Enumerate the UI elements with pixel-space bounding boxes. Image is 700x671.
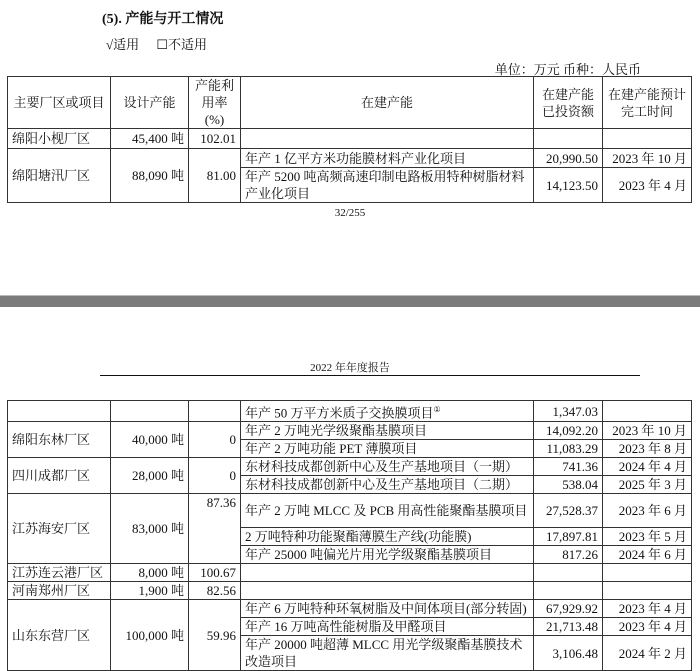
header-invested: 在建产能已投资额 (534, 77, 603, 129)
project-cell (241, 528, 534, 546)
completion-cell (603, 618, 692, 636)
project-cell (241, 458, 534, 476)
table-row (8, 494, 692, 528)
completion-text: 2023 年 6 月 (618, 503, 687, 519)
capacity-cell (111, 401, 189, 422)
table-row (8, 600, 692, 618)
completion-cell (603, 528, 692, 546)
project-text: 东材科技成都创新中心及生产基地项目（一期） (245, 459, 519, 475)
invested-cell (534, 458, 603, 476)
completion-text: 2023 年 4 月 (618, 601, 687, 617)
completion-cell (603, 582, 692, 600)
project-text: 年产 16 万吨高性能树脂及甲醛项目 (245, 619, 447, 635)
project-text: 东材科技成都创新中心及生产基地项目（二期） (245, 477, 519, 493)
invested-cell: 20,990.50 (534, 149, 603, 168)
project-cell (241, 440, 534, 458)
invested-cell (534, 564, 603, 582)
invested-text: 741.36 (562, 459, 598, 475)
project-cell (241, 582, 534, 600)
invested-text: 11,083.29 (546, 441, 598, 457)
project-cell (241, 476, 534, 494)
completion-cell (603, 494, 692, 528)
site-cell: 山东东营厂区 (8, 600, 111, 671)
site-cell: 江苏海安厂区 (8, 494, 111, 564)
report-header: 2022 年年度报告 (310, 362, 390, 374)
project-text: 年产 20000 吨超薄 MLCC 用光学级聚酯基膜技术改造项目 (245, 637, 523, 670)
project-cell (241, 600, 534, 618)
invested-cell (534, 476, 603, 494)
invested-cell (534, 528, 603, 546)
completion-cell (603, 458, 692, 476)
completion-cell (603, 440, 692, 458)
capacity-cell: 40,000 吨 (111, 422, 189, 458)
applicable-checked: √适用 (106, 37, 140, 52)
page-separator (0, 295, 700, 307)
not-applicable-checkbox: ☐不适用 (156, 37, 208, 52)
project-cell (241, 422, 534, 440)
capacity-cell: 1,900 吨 (111, 582, 189, 600)
site-cell: 江苏连云港厂区 (8, 564, 111, 582)
completion-cell (603, 636, 692, 671)
completion-text: 2023 年 5 月 (618, 529, 687, 545)
header-rule (100, 375, 640, 376)
project-text: 年产 50 万平方米质子交换膜项目 (245, 405, 434, 421)
project-cell (241, 401, 534, 422)
invested-cell (534, 440, 603, 458)
table-header-row (8, 77, 692, 129)
table-row (8, 129, 692, 149)
table-row (8, 564, 692, 582)
utilization-cell: 0 (189, 422, 241, 458)
invested-cell (534, 494, 603, 528)
invested-text: 1,347.03 (552, 403, 598, 419)
completion-text: 2023 年 10 月 (612, 423, 687, 439)
invested-cell (534, 582, 603, 600)
table-row (8, 582, 692, 600)
site-cell: 河南郑州厂区 (8, 582, 111, 600)
capacity-cell: 45,400 吨 (111, 129, 189, 149)
project-cell (241, 494, 534, 528)
header-capacity: 设计产能 (111, 77, 189, 129)
invested-text: 14,092.20 (546, 423, 598, 439)
completion-text: 2023 年 4 月 (618, 619, 687, 635)
site-cell (8, 401, 111, 422)
capacity-cell: 8,000 吨 (111, 564, 189, 582)
invested-text: 817.26 (562, 547, 598, 563)
project-text: 年产 2 万吨功能 PET 薄膜项目 (245, 441, 418, 457)
utilization-cell: 0 (189, 458, 241, 494)
invested-text: 3,106.48 (552, 645, 598, 661)
completion-text: 2023 年 8 月 (618, 441, 687, 457)
invested-text: 17,897.81 (546, 529, 598, 545)
project-cell (241, 546, 534, 564)
completion-cell (603, 476, 692, 494)
utilization-cell: 87.36 (189, 494, 241, 564)
completion-text: 2024 年 6 月 (618, 547, 687, 563)
invested-text: 538.04 (562, 477, 598, 493)
completion-cell (603, 564, 692, 582)
completion-text: 2024 年 4 月 (618, 459, 687, 475)
project-cell (241, 636, 534, 671)
invested-cell (534, 600, 603, 618)
invested-cell (534, 546, 603, 564)
site-cell: 绵阳塘汛厂区 (8, 149, 111, 203)
utilization-cell: 100.67 (189, 564, 241, 582)
completion-cell (603, 422, 692, 440)
completion-text: 2024 年 2 月 (618, 645, 687, 661)
invested-text: 21,713.48 (546, 619, 598, 635)
invested-cell: 14,123.50 (534, 168, 603, 203)
project-text: 年产 25000 吨偏光片用光学级聚酯基膜项目 (245, 547, 493, 563)
invested-cell (534, 422, 603, 440)
completion-cell: 2023 年 10 月 (603, 149, 692, 168)
project-cell: 年产 5200 吨高频高速印制电路板用特种树脂材料产业化项目 (241, 168, 534, 203)
completion-cell (603, 600, 692, 618)
capacity-cell: 100,000 吨 (111, 600, 189, 671)
utilization-cell (189, 401, 241, 422)
capacity-cell: 28,000 吨 (111, 458, 189, 494)
section-title: (5). 产能与开工情况 (102, 12, 224, 27)
utilization-cell: 82.56 (189, 582, 241, 600)
capacity-table-page2 (7, 400, 692, 671)
table-row (8, 422, 692, 440)
utilization-cell: 102.01 (189, 129, 241, 149)
header-utilization: 产能利用率(%) (189, 77, 241, 129)
header-completion: 在建产能预计完工时间 (603, 77, 692, 129)
header-projects: 在建产能 (241, 77, 534, 129)
site-cell: 绵阳小枧厂区 (8, 129, 111, 149)
utilization-cell: 59.96 (189, 600, 241, 671)
applicable-option (106, 34, 207, 53)
capacity-table-page1 (7, 76, 692, 203)
completion-cell: 2023 年 4 月 (603, 168, 692, 203)
header-site: 主要厂区或项目 (8, 77, 111, 129)
table-row (8, 149, 692, 168)
footnote-marker: ① (433, 405, 441, 414)
invested-cell (534, 636, 603, 671)
page-number: 32/255 (334, 207, 366, 219)
invested-text: 27,528.37 (546, 503, 598, 519)
invested-cell (534, 618, 603, 636)
project-cell (241, 618, 534, 636)
completion-cell (603, 401, 692, 422)
project-text: 年产 2 万吨 MLCC 及 PCB 用高性能聚酯基膜项目 (245, 503, 528, 519)
site-cell: 绵阳东林厂区 (8, 422, 111, 458)
utilization-cell: 81.00 (189, 149, 241, 203)
project-text: 2 万吨特种功能聚酯薄膜生产线(功能膜) (245, 529, 472, 545)
site-cell: 四川成都厂区 (8, 458, 111, 494)
project-text: 年产 2 万吨光学级聚酯基膜项目 (245, 423, 428, 439)
completion-cell (603, 546, 692, 564)
table-row (8, 458, 692, 476)
project-cell (241, 564, 534, 582)
capacity-cell: 88,090 吨 (111, 149, 189, 203)
project-text: 年产 6 万吨特种环氧树脂及中间体项目(部分转固) (245, 601, 527, 617)
invested-cell (534, 401, 603, 422)
table-row (8, 401, 692, 422)
invested-text: 67,929.92 (546, 601, 598, 617)
capacity-cell: 83,000 吨 (111, 494, 189, 564)
project-cell: 年产 1 亿平方米功能膜材料产业化项目 (241, 149, 534, 168)
completion-text: 2025 年 3 月 (618, 477, 687, 493)
unit-line: 单位：万元 币种：人民币 (494, 62, 641, 77)
